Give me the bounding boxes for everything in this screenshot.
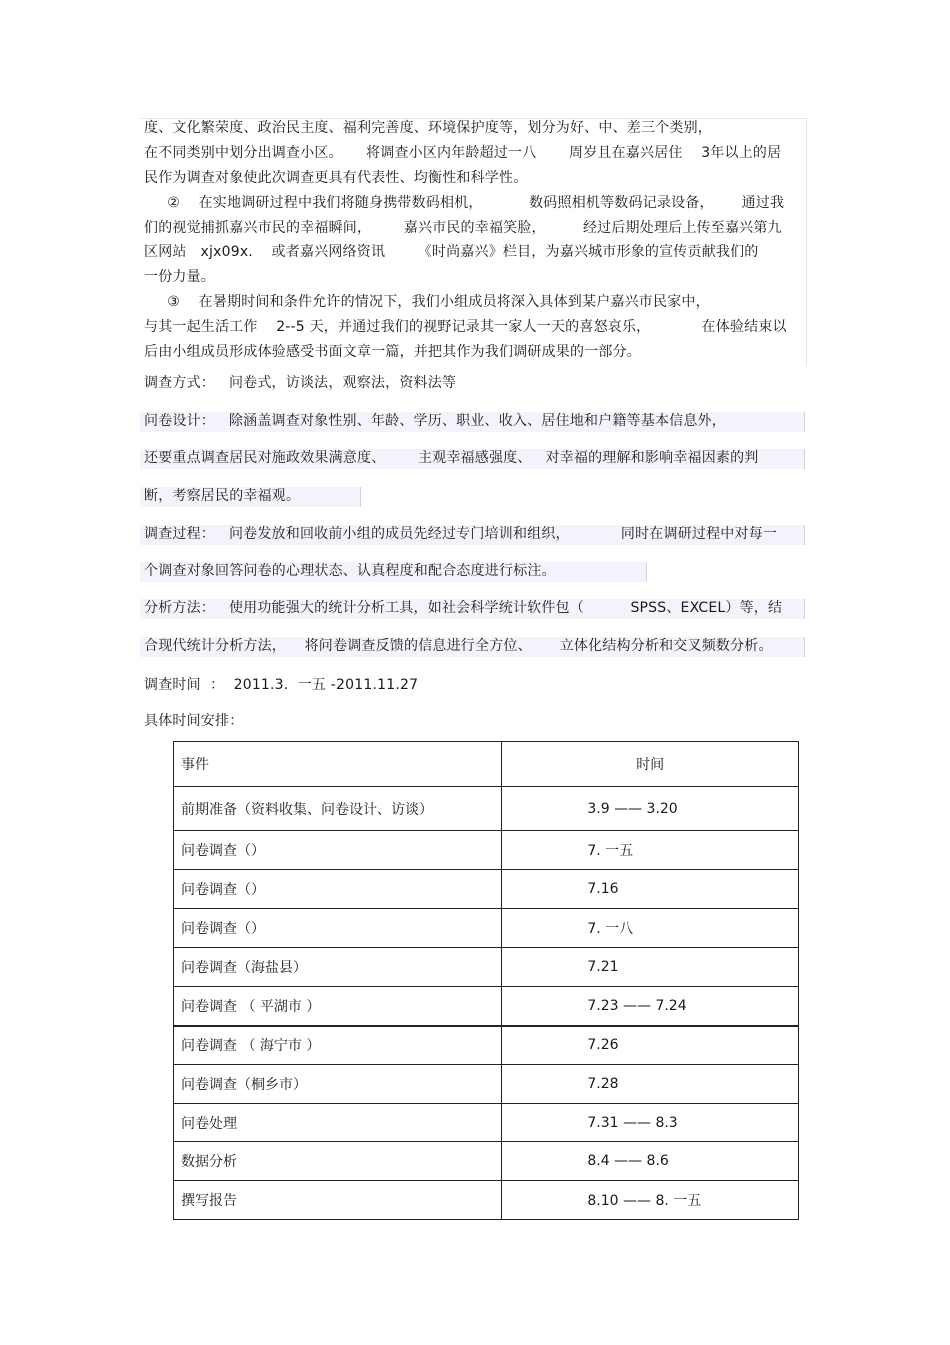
event-cell: 问卷调查（海盐县） bbox=[174, 948, 502, 987]
time-cell: 7. 一五 bbox=[502, 831, 799, 870]
design-line: 问卷设计： 除涵盖调查对象性别、年龄、学历、职业、收入、居住地和户籍等基本信息外， bbox=[144, 413, 726, 429]
time-cell: 7. 一八 bbox=[502, 909, 799, 948]
process-line: 调查过程： 问卷发放和回收前小组的成员先经过专门培训和组织， 同时在调研过程中对每一 bbox=[144, 526, 778, 542]
schedule-table bbox=[173, 741, 799, 1220]
time-cell: 8.10 —— 8. 一五 bbox=[502, 1181, 799, 1220]
table-row bbox=[174, 909, 799, 948]
paragraph-line: 在不同类别中划分出调查小区。 将调查小区内年龄超过一八 周岁且在嘉兴居住 3年以上的居 bbox=[144, 145, 782, 161]
time-cell: 7.28 bbox=[502, 1065, 799, 1104]
paragraph-line: 一份力量。 bbox=[144, 269, 215, 285]
event-cell: 撰写报告 bbox=[174, 1181, 502, 1220]
paragraph-line: ② 在实地调研过程中我们将随身携带数码相机， 数码照相机等数码记录设备， 通过我 bbox=[144, 195, 785, 211]
time-cell: 8.4 —— 8.6 bbox=[502, 1142, 799, 1181]
paragraph-line: 与其一起生活工作 2--5 天，并通过我们的视野记录其一家人一天的喜怒哀乐， 在体验结束以 bbox=[144, 319, 787, 335]
schedule-title: 具体时间安排： bbox=[144, 713, 244, 729]
paragraph-line: 们的视觉捕抓嘉兴市民的幸福瞬间， 嘉兴市民的幸福笑脸， 经过后期处理后上传至嘉兴第九 bbox=[144, 220, 782, 236]
header-time: 时间 bbox=[502, 742, 799, 787]
time-cell: 7.23 —— 7.24 bbox=[502, 987, 799, 1026]
table-row bbox=[174, 1142, 799, 1181]
time-cell: 3.9 —— 3.20 bbox=[502, 787, 799, 831]
time-cell: 7.26 bbox=[502, 1026, 799, 1065]
survey-time: 调查时间 ： 2011.3. 一五 -2011.11.27 bbox=[144, 677, 419, 693]
event-cell: 问卷调查（） bbox=[174, 870, 502, 909]
design-line: 断，考察居民的幸福观。 bbox=[144, 488, 301, 504]
table-row bbox=[174, 831, 799, 870]
table-row bbox=[174, 987, 799, 1026]
paragraph-line: 区网站 xjx09x. 或者嘉兴网络资讯 《时尚嘉兴》栏目，为嘉兴城市形象的宣传贡献我们的 bbox=[144, 244, 759, 260]
table-row bbox=[174, 1026, 799, 1065]
design-line: 还要重点调查居民对施政效果满意度、 主观幸福感强度、 对幸福的理解和影响幸福因素的判 bbox=[144, 450, 759, 466]
table-row bbox=[174, 787, 799, 831]
header-event: 事件 bbox=[174, 742, 502, 787]
paragraph-line: 后由小组成员形成体验感受书面文章一篇，并把其作为我们调研成果的一部分。 bbox=[144, 344, 641, 360]
event-cell: 问卷调查（） bbox=[174, 909, 502, 948]
analysis-line: 分析方法： 使用功能强大的统计分析工具，如社会科学统计软件包（ SPSS、EXCEL）等，结 bbox=[144, 600, 783, 616]
event-cell: 问卷调查（） bbox=[174, 831, 502, 870]
survey-method: 调查方式： 问卷式，访谈法，观察法，资料法等 bbox=[144, 375, 457, 391]
time-cell: 7.31 —— 8.3 bbox=[502, 1104, 799, 1142]
table-row bbox=[174, 948, 799, 987]
event-cell: 问卷处理 bbox=[174, 1104, 502, 1142]
table-row bbox=[174, 1181, 799, 1220]
process-line: 个调查对象回答问卷的心理状态、认真程度和配合态度进行标注。 bbox=[144, 563, 556, 579]
time-cell: 7.16 bbox=[502, 870, 799, 909]
analysis-line: 合现代统计分析方法， 将问卷调查反馈的信息进行全方位、 立体化结构分析和交叉频数分析。 bbox=[144, 638, 773, 654]
time-cell: 7.21 bbox=[502, 948, 799, 987]
paragraph-line: ③ 在暑期时间和条件允许的情况下，我们小组成员将深入具体到某户嘉兴市民家中， bbox=[144, 294, 710, 310]
event-cell: 前期准备（资料收集、问卷设计、访谈） bbox=[174, 787, 502, 831]
table-row bbox=[174, 1065, 799, 1104]
paragraph-line: 民作为调查对象使此次调查更具有代表性、均衡性和科学性。 bbox=[144, 170, 528, 186]
table-header-row bbox=[174, 742, 799, 787]
event-cell: 问卷调查（桐乡市） bbox=[174, 1065, 502, 1104]
table-row bbox=[174, 1104, 799, 1142]
paragraph-line: 度、文化繁荣度、政治民主度、福利完善度、环境保护度等，划分为好、中、差三个类别， bbox=[144, 120, 712, 136]
table-row bbox=[174, 870, 799, 909]
event-cell: 问卷调查 （ 平湖市 ） bbox=[174, 987, 502, 1026]
event-cell: 问卷调查 （ 海宁市 ） bbox=[174, 1026, 502, 1065]
event-cell: 数据分析 bbox=[174, 1142, 502, 1181]
